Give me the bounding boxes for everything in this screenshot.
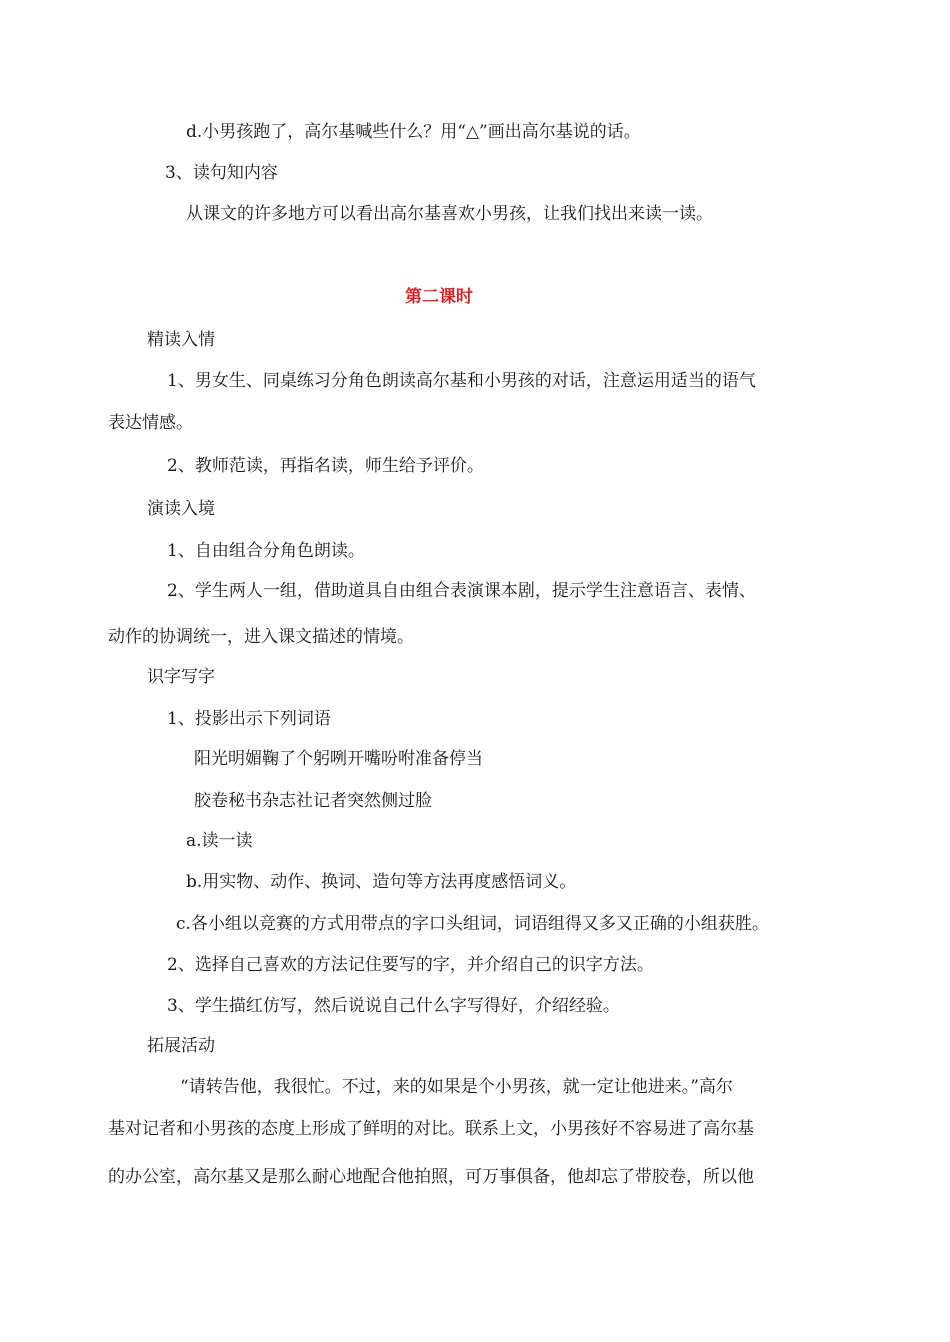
text-line: 动作的协调统一，进入课文描述的情境。 bbox=[108, 627, 414, 647]
word-list-line: 阳光明媚鞠了个躬咧开嘴吩咐准备停当 bbox=[194, 749, 483, 769]
section-heading: 拓展活动 bbox=[147, 1036, 215, 1056]
section-heading: 演读入境 bbox=[147, 499, 215, 519]
text-line: “请转告他，我很忙。不过，来的如果是个小男孩，就一定让他进来。”高尔 bbox=[180, 1077, 733, 1097]
text-line: 的办公室，高尔基又是那么耐心地配合他拍照，可万事俱备，他却忘了带胶卷，所以他 bbox=[108, 1167, 754, 1187]
item-heading: 3、读句知内容 bbox=[165, 163, 278, 183]
text-line: b.用实物、动作、换词、造句等方法再度感悟词义。 bbox=[186, 872, 577, 892]
text-line: c.各小组以竞赛的方式用带点的字口头组词，词语组得又多又正确的小组获胜。 bbox=[176, 914, 769, 934]
text-line: 1、自由组合分角色朗读。 bbox=[167, 541, 365, 561]
section-heading: 识字写字 bbox=[147, 667, 215, 687]
text-line: 1、投影出示下列词语 bbox=[167, 709, 331, 729]
text-line: 从课文的许多地方可以看出高尔基喜欢小男孩，让我们找出来读一读。 bbox=[186, 204, 713, 224]
text-line: 1、男女生、同桌练习分角色朗读高尔基和小男孩的对话，注意运用适当的语气 bbox=[167, 371, 756, 391]
text-line: 2、学生两人一组，借助道具自由组合表演课本剧，提示学生注意语言、表情、 bbox=[167, 581, 756, 601]
text-line: d.小男孩跑了，高尔基喊些什么？用“△”画出高尔基说的话。 bbox=[186, 122, 641, 142]
text-line: 2、教师范读，再指名读，师生给予评价。 bbox=[167, 456, 484, 476]
word-list-line: 胶卷秘书杂志社记者突然侧过脸 bbox=[194, 791, 432, 811]
section-heading: 精读入情 bbox=[147, 330, 215, 350]
text-line: 表达情感。 bbox=[108, 413, 193, 433]
text-line: 2、选择自己喜欢的方法记住要写的字，并介绍自己的识字方法。 bbox=[167, 955, 654, 975]
text-line: 3、学生描红仿写，然后说说自己什么字写得好，介绍经验。 bbox=[167, 996, 620, 1016]
section-title: 第二课时 bbox=[405, 287, 473, 307]
text-line: a.读一读 bbox=[186, 831, 253, 851]
text-line: 基对记者和小男孩的态度上形成了鲜明的对比。联系上文，小男孩好不容易进了高尔基 bbox=[108, 1119, 754, 1139]
